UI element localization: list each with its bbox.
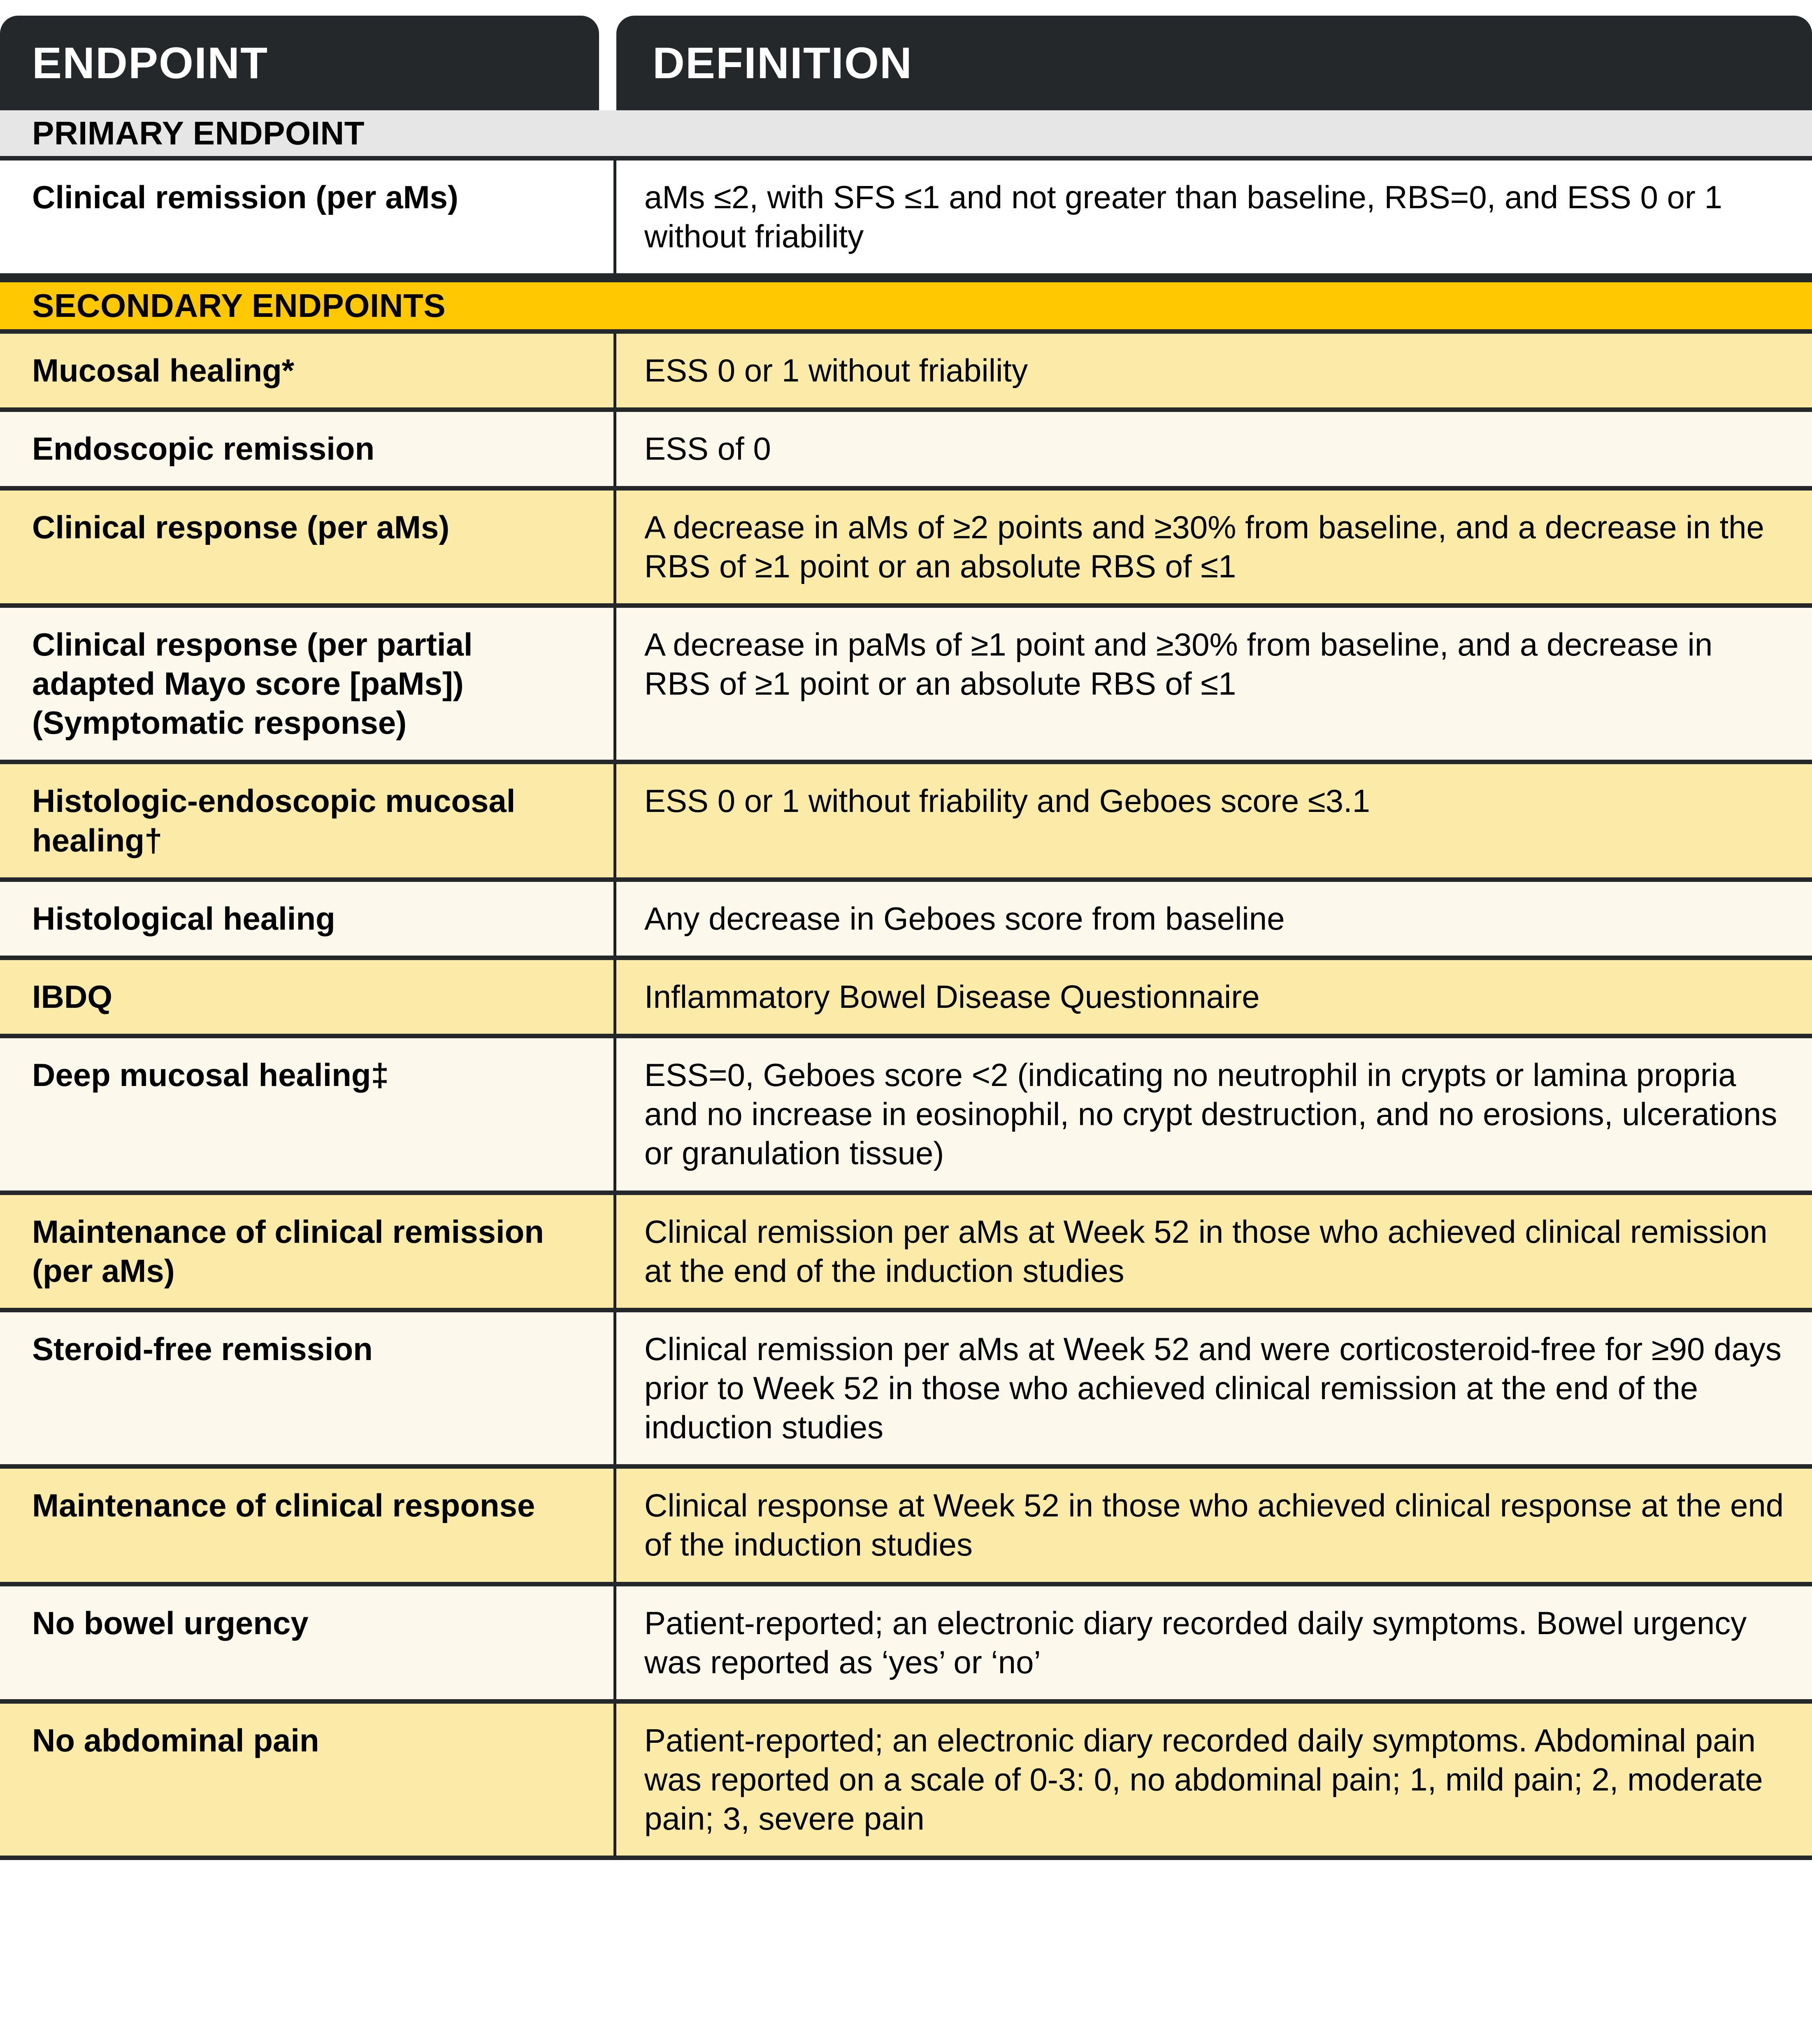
endpoint-label: IBDQ bbox=[32, 978, 112, 1015]
cell-endpoint bbox=[0, 334, 616, 407]
definition-text: ESS 0 or 1 without friability and Geboes score ≤3.1 bbox=[644, 783, 1371, 819]
cell-endpoint bbox=[0, 764, 616, 877]
table-row bbox=[0, 608, 1812, 764]
endpoint-label: Mucosal healing* bbox=[32, 352, 295, 389]
cell-definition bbox=[616, 160, 1812, 273]
endpoint-label: Histologic-endoscopic mucosal healing† bbox=[32, 783, 516, 858]
cell-definition bbox=[616, 334, 1812, 407]
section-title: SECONDARY ENDPOINTS bbox=[32, 287, 446, 324]
cell-endpoint bbox=[0, 491, 616, 603]
endpoint-label: Deep mucosal healing‡ bbox=[32, 1057, 389, 1093]
endpoint-label: Clinical remission (per aMs) bbox=[32, 179, 458, 215]
definition-text: ESS of 0 bbox=[644, 430, 771, 467]
endpoint-label: Maintenance of clinical response bbox=[32, 1487, 535, 1524]
cell-definition bbox=[616, 1195, 1812, 1308]
definition-text: A decrease in paMs of ≥1 point and ≥30% from baseline, and a decrease in RBS of ≥1 point or an absolute RBS of ≤1 bbox=[644, 626, 1713, 702]
definition-text: Any decrease in Geboes score from baseline bbox=[644, 900, 1285, 937]
table-header-row bbox=[0, 0, 1812, 110]
endpoint-label: Clinical response (per aMs) bbox=[32, 509, 450, 545]
table-row bbox=[0, 334, 1812, 412]
definition-text: Clinical remission per aMs at Week 52 in those who achieved clinical remission at the end of the induction studies bbox=[644, 1213, 1768, 1289]
endpoint-label: Maintenance of clinical remission (per aMs) bbox=[32, 1213, 544, 1289]
cell-definition bbox=[616, 960, 1812, 1034]
definition-text: Patient-reported; an electronic diary recorded daily symptoms. Bowel urgency was reported as ‘yes’ or ‘no’ bbox=[644, 1605, 1747, 1680]
cell-endpoint bbox=[0, 960, 616, 1034]
section-title: PRIMARY ENDPOINT bbox=[32, 114, 365, 151]
endpoint-label: No abdominal pain bbox=[32, 1722, 319, 1758]
section-band-secondary bbox=[0, 278, 1812, 334]
cell-definition bbox=[616, 1586, 1812, 1699]
cell-definition bbox=[616, 491, 1812, 603]
cell-endpoint bbox=[0, 412, 616, 486]
table-row bbox=[0, 412, 1812, 490]
endpoint-label: No bowel urgency bbox=[32, 1605, 309, 1641]
column-header-endpoint: ENDPOINT bbox=[32, 38, 269, 88]
table-row bbox=[0, 1586, 1812, 1704]
cell-definition bbox=[616, 1038, 1812, 1190]
table-row bbox=[0, 1195, 1812, 1312]
cell-definition bbox=[616, 1469, 1812, 1581]
cell-endpoint bbox=[0, 608, 616, 760]
header-tab-endpoint bbox=[0, 16, 599, 110]
cell-endpoint bbox=[0, 1312, 616, 1464]
cell-definition bbox=[616, 412, 1812, 486]
definition-text: Clinical remission per aMs at Week 52 and were corticosteroid-free for ≥90 days prior to Week 52 in those who achieved clinical remission at the end of the induction studies bbox=[644, 1330, 1782, 1446]
definition-text: Patient-reported; an electronic diary recorded daily symptoms. Abdominal pain was reported on a scale of 0-3: 0, no abdominal pain; 1, mild pain; 2, moderate pain; 3, severe pain bbox=[644, 1722, 1763, 1837]
cell-endpoint bbox=[0, 882, 616, 956]
table-row bbox=[0, 1469, 1812, 1586]
cell-definition bbox=[616, 882, 1812, 956]
cell-definition bbox=[616, 764, 1812, 877]
endpoint-label: Steroid-free remission bbox=[32, 1330, 373, 1367]
table-body bbox=[0, 110, 1812, 1860]
definition-text: ESS=0, Geboes score <2 (indicating no neutrophil in crypts or lamina propria and no increase in eosinophil, no crypt destruction, and no erosions, ulcerations or granulation tissue) bbox=[644, 1057, 1777, 1172]
table-row bbox=[0, 160, 1812, 278]
definition-text: ESS 0 or 1 without friability bbox=[644, 352, 1028, 389]
endpoint-label: Histological healing bbox=[32, 900, 335, 937]
table-row bbox=[0, 764, 1812, 881]
table-row bbox=[0, 1704, 1812, 1860]
definition-text: A decrease in aMs of ≥2 points and ≥30% from baseline, and a decrease in the RBS of ≥1 point or an absolute RBS of ≤1 bbox=[644, 509, 1764, 584]
table-row bbox=[0, 1038, 1812, 1195]
cell-endpoint bbox=[0, 1195, 616, 1308]
section-band-primary bbox=[0, 110, 1812, 160]
definition-text: Clinical response at Week 52 in those who achieved clinical response at the end of the induction studies bbox=[644, 1487, 1784, 1563]
definition-text: aMs ≤2, with SFS ≤1 and not greater than baseline, RBS=0, and ESS 0 or 1 without friability bbox=[644, 179, 1722, 255]
cell-endpoint bbox=[0, 160, 616, 273]
definition-text: Inflammatory Bowel Disease Questionnaire bbox=[644, 978, 1260, 1015]
endpoint-label: Clinical response (per partial adapted Mayo score [paMs]) (Symptomatic response) bbox=[32, 626, 473, 741]
endpoint-label: Endoscopic remission bbox=[32, 430, 375, 467]
header-tab-definition bbox=[616, 16, 1812, 110]
table-row bbox=[0, 1312, 1812, 1469]
cell-definition bbox=[616, 1704, 1812, 1856]
cell-definition bbox=[616, 608, 1812, 760]
table-row bbox=[0, 882, 1812, 960]
cell-endpoint bbox=[0, 1586, 616, 1699]
cell-endpoint bbox=[0, 1704, 616, 1856]
cell-endpoint bbox=[0, 1469, 616, 1581]
cell-endpoint bbox=[0, 1038, 616, 1190]
table-row bbox=[0, 960, 1812, 1038]
column-header-definition: DEFINITION bbox=[653, 38, 913, 88]
cell-definition bbox=[616, 1312, 1812, 1464]
table-row bbox=[0, 491, 1812, 608]
